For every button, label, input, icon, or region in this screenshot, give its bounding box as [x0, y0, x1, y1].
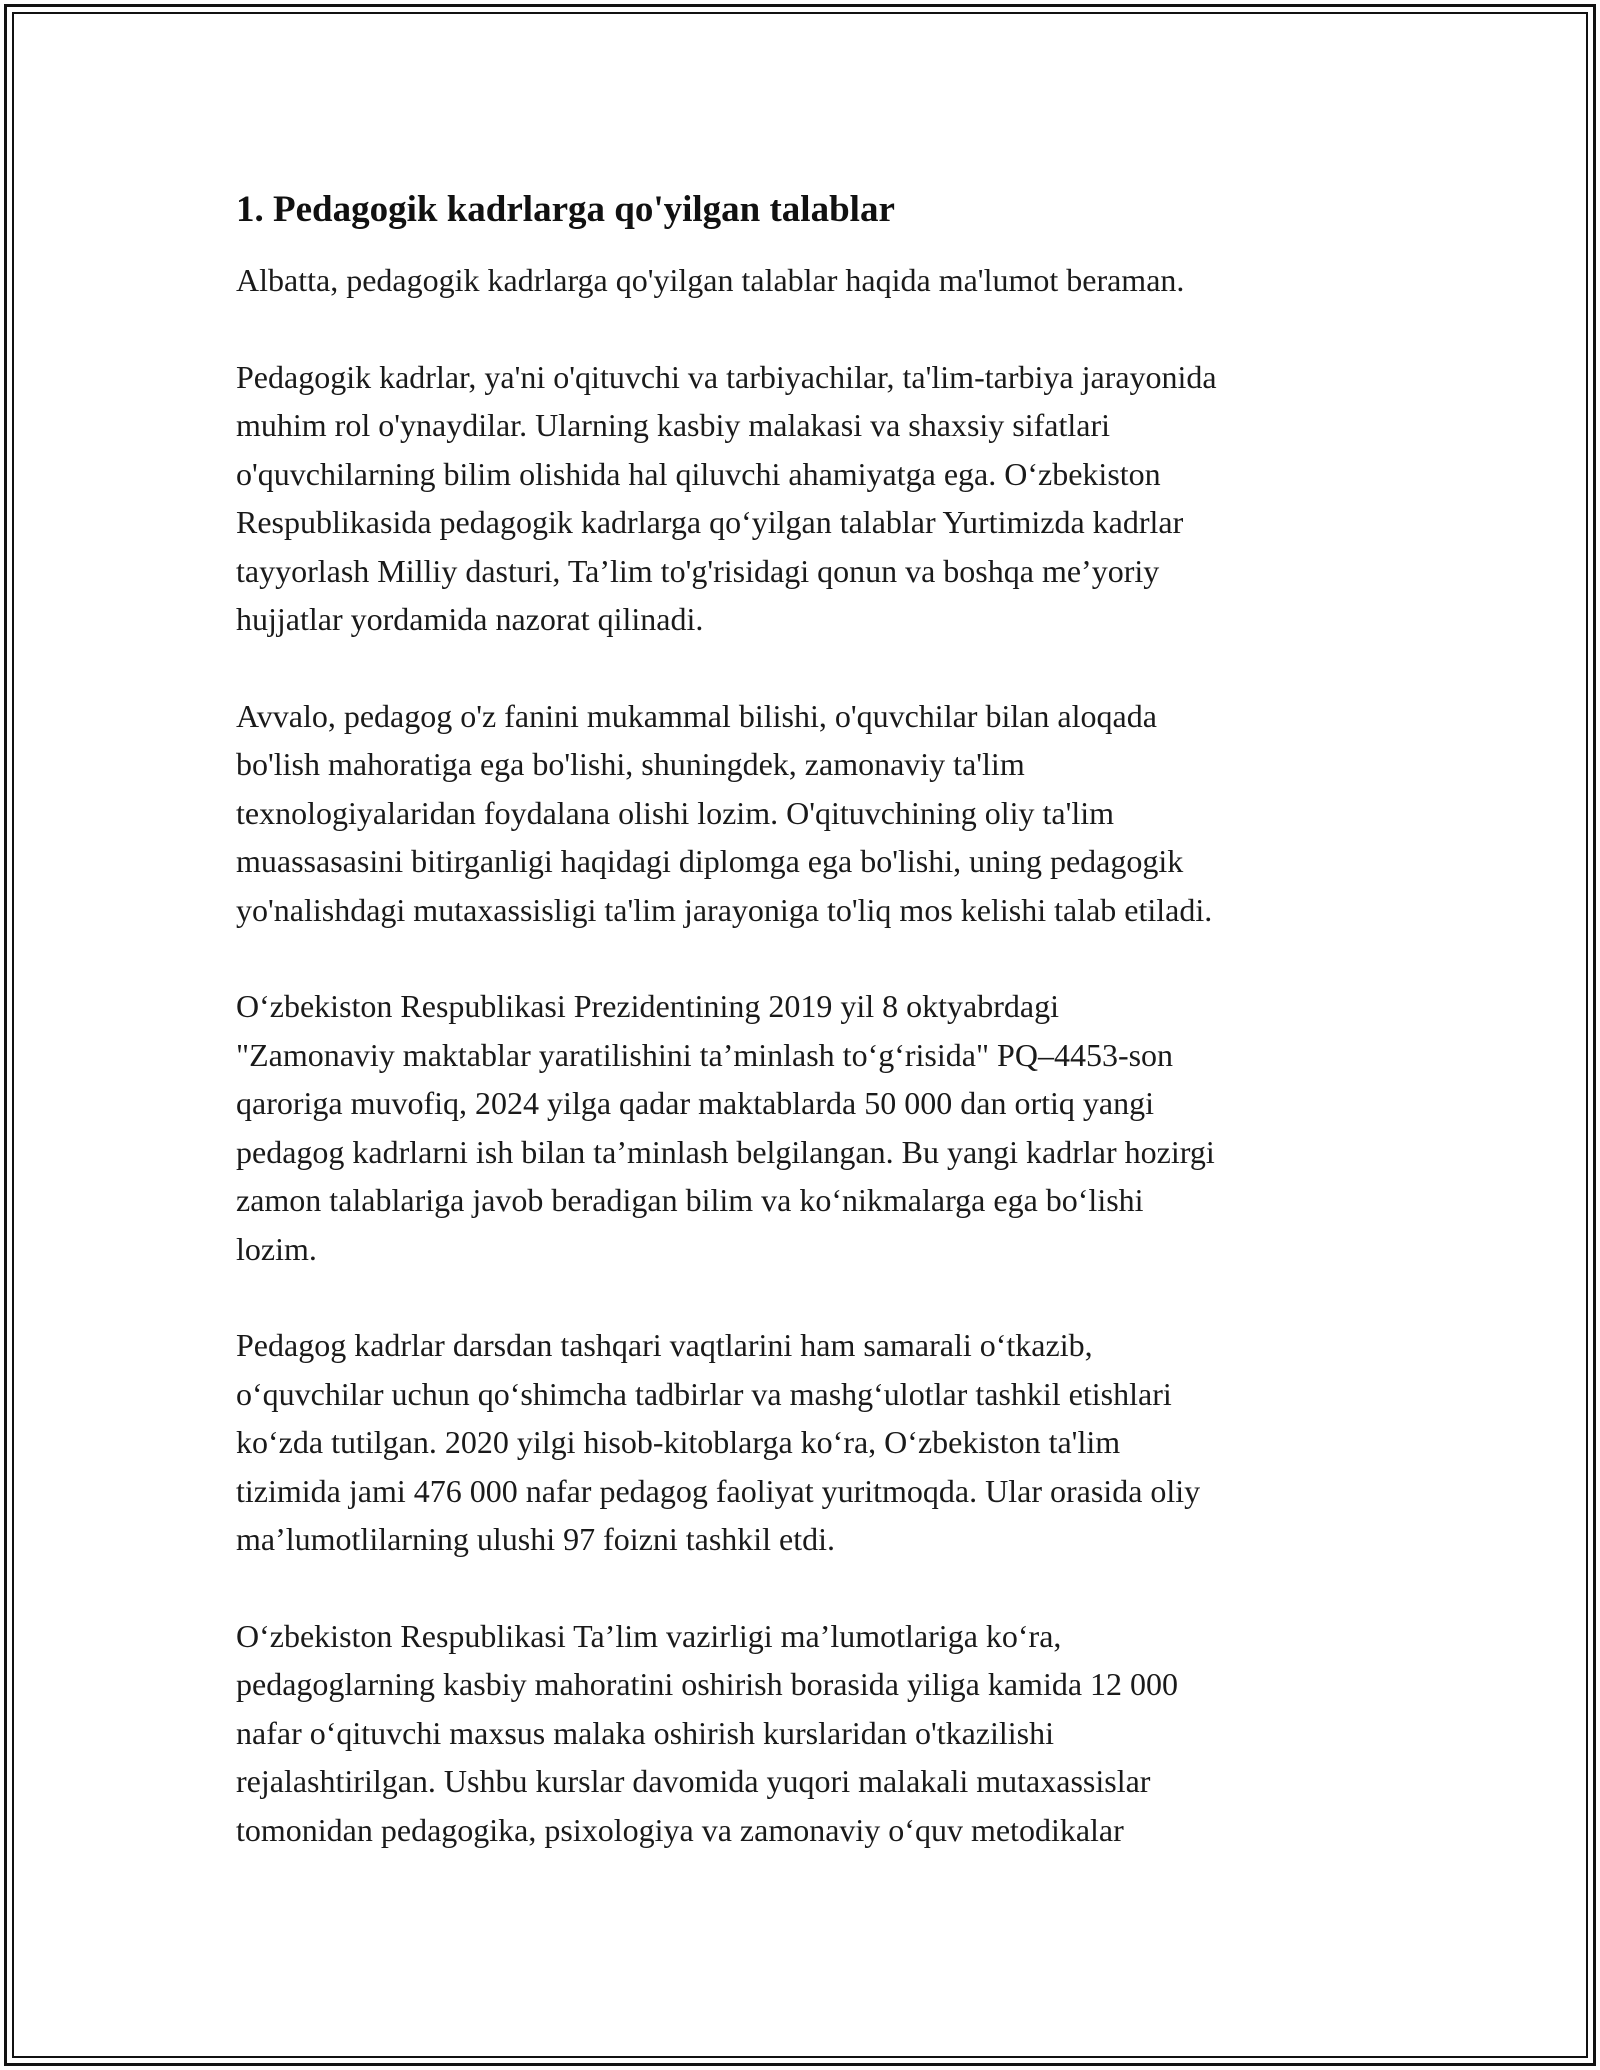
paragraph-line: o'quvchilarning bilim olishida hal qiluvchi ahamiyatga ega. O‘zbekiston — [236, 455, 1161, 492]
paragraph-line: Albatta, pedagogik kadrlarga qo'yilgan talablar haqida ma'lumot beraman. — [236, 262, 1185, 298]
paragraph-line: muassasasini bitirganligi haqidagi diplomga ega bo'lishi, uning pedagogik — [236, 843, 1184, 879]
paragraph-ministry-data — [236, 1612, 1386, 1855]
paragraph-line: Avvalo, pedagog o'z fanini mukammal bilishi, o'quvchilar bilan aloqada — [236, 697, 1157, 734]
paragraph-line: "Zamonaviy maktablar yaratilishini ta’minlash to‘g‘risida" PQ–4453-son — [236, 1036, 1174, 1073]
paragraph-line: qaroriga muvofiq, 2024 yilga qadar maktablarda 50 000 dan ortiq yangi — [236, 1085, 1154, 1121]
paragraph-line: pedagoglarning kasbiy mahoratini oshirish borasida yiliga kamida 12 000 — [236, 1666, 1179, 1702]
paragraph-line: yo'nalishdagi mutaxassisligi ta'lim jarayoniga to'liq mos kelishi talab etiladi. — [236, 891, 1213, 928]
paragraph-line: lozim. — [236, 1230, 317, 1267]
paragraph-line: tayyorlash Milliy dasturi, Ta’lim to'g'risidagi qonun va boshqa me’yoriy — [236, 552, 1160, 589]
paragraph-line: Pedagog kadrlar darsdan tashqari vaqtlarini ham samarali o‘tkazib, — [236, 1327, 1093, 1363]
paragraph-presidential-decree — [236, 982, 1386, 1273]
paragraph-line: O‘zbekiston Respublikasi Ta’lim vazirligi ma’lumotlariga ko‘ra, — [236, 1617, 1062, 1654]
paragraph-subject-knowledge — [236, 692, 1386, 935]
paragraph-line: Respublikasida pedagogik kadrlarga qo‘yilgan talablar Yurtimizda kadrlar — [236, 504, 1184, 540]
paragraph-line: zamon talablariga javob beradigan bilim va ko‘nikmalarga ega bo‘lishi — [236, 1182, 1144, 1218]
paragraph-line: hujjatlar yordamida nazorat qilinadi. — [236, 601, 704, 637]
paragraph-line: muhim rol o'ynaydilar. Ularning kasbiy malakasi va shaxsiy sifatlari — [236, 407, 1111, 443]
paragraph-role-of-teachers — [236, 353, 1386, 644]
paragraph-line: rejalashtirilgan. Ushbu kurslar davomida yuqori malakali mutaxassislar — [236, 1763, 1151, 1799]
paragraph-line: pedagog kadrlarni ish bilan ta’minlash belgilangan. Bu yangi kadrlar hozirgi — [236, 1133, 1215, 1170]
paragraph-line: o‘quvchilar uchun qo‘shimcha tadbirlar va mashg‘ulotlar tashkil etishlari — [236, 1375, 1172, 1412]
paragraph-line: Pedagogik kadrlar, ya'ni o'qituvchi va tarbiyachilar, ta'lim-tarbiya jarayonida — [236, 358, 1217, 395]
paragraph-line: texnologiyalaridan foydalana olishi lozim. O'qituvchining oliy ta'lim — [236, 794, 1115, 831]
paragraph-extracurricular — [236, 1321, 1386, 1564]
paragraph-line: ko‘zda tutilgan. 2020 yilgi hisob-kitoblarga ko‘ra, O‘zbekiston ta'lim — [236, 1424, 1121, 1460]
paragraph-line: tizimida jami 476 000 nafar pedagog faoliyat yuritmoqda. Ular orasida oliy — [236, 1472, 1201, 1509]
paragraph-line: bo'lish mahoratiga ega bo'lishi, shuningdek, zamonaviy ta'lim — [236, 746, 1025, 782]
paragraph-line: nafar o‘qituvchi maxsus malaka oshirish kurslaridan o'tkazilishi — [236, 1714, 1055, 1751]
paragraph-line: tomonidan pedagogika, psixologiya va zamonaviy o‘quv metodikalar — [236, 1811, 1124, 1848]
paragraph-line: O‘zbekiston Respublikasi Prezidentining 2019 yil 8 oktyabrdagi — [236, 988, 1059, 1024]
paragraph-line: ma’lumotlilarning ulushi 97 foizni tashkil etdi. — [236, 1521, 836, 1557]
paragraph-intro — [236, 256, 1386, 305]
document-title: 1. Pedagogik kadrlarga qo'yilgan talablar — [236, 189, 895, 230]
document-body — [236, 186, 1386, 1902]
